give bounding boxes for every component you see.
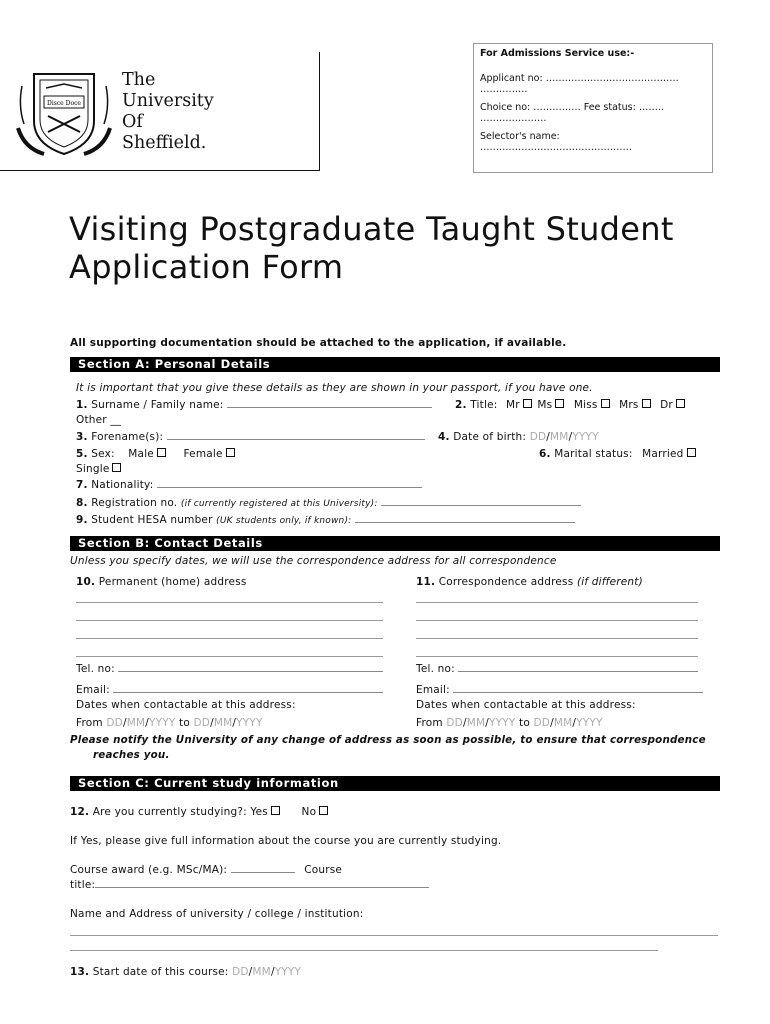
nationality-input[interactable]	[157, 487, 422, 488]
q11-number: 11.	[416, 576, 436, 588]
q12-number: 12.	[70, 806, 90, 818]
marital-married: Married	[642, 448, 684, 460]
q7-number: 7.	[76, 479, 88, 491]
course-label: Course	[304, 864, 343, 876]
correspondence-email-label: Email:	[416, 684, 450, 696]
correspondence-email-row	[416, 684, 703, 696]
correspondence-address-line[interactable]	[416, 602, 698, 603]
date-dd: DD	[106, 717, 123, 729]
date-dd: DD	[533, 717, 551, 729]
correspondence-address-line[interactable]	[416, 620, 698, 621]
dob-mm: MM	[550, 431, 569, 443]
notify-change-line-1: Please notify the University of any change of address as soon as possible, to ensure that correspondence	[70, 734, 706, 746]
date-dd: DD	[193, 717, 211, 729]
admin-selector-name: Selector's name:	[480, 131, 560, 142]
correspondence-dates-label: Dates when contactable at this address:	[416, 699, 636, 711]
form-title-line-1: Visiting Postgraduate Taught Student	[69, 210, 674, 248]
studying-no: No	[301, 806, 317, 818]
sex-male-checkbox[interactable]	[157, 448, 166, 457]
start-date-input[interactable]	[232, 966, 301, 978]
permanent-tel-row	[76, 663, 383, 675]
university-logo-text	[122, 70, 214, 154]
date-slash: /	[145, 717, 149, 729]
surname-input[interactable]	[227, 407, 432, 408]
title-mrs-checkbox[interactable]	[642, 399, 651, 408]
correspondence-tel-label: Tel. no:	[416, 663, 455, 675]
marital-row	[539, 448, 698, 460]
dob-input[interactable]	[530, 431, 599, 443]
q4-number: 4.	[438, 431, 450, 443]
logo-line-4: Sheffield.	[122, 133, 207, 153]
studying-yes-checkbox[interactable]	[271, 806, 280, 815]
marital-single-row	[76, 463, 123, 475]
start-date-row	[70, 966, 301, 978]
section-a-header: Section A: Personal Details	[70, 357, 720, 372]
forename-label: Forename(s):	[91, 431, 164, 443]
title-ms-checkbox[interactable]	[555, 399, 564, 408]
title-miss: Miss	[573, 399, 598, 411]
registration-row	[76, 497, 581, 509]
header-rule-vertical	[319, 52, 320, 170]
studying-yes: Yes	[250, 806, 268, 818]
passport-note: It is important that you give these details as they are shown in your passport, if you have one.	[76, 382, 593, 394]
course-title-label: title:	[70, 879, 96, 891]
correspondence-address-line[interactable]	[416, 638, 698, 639]
sex-row	[76, 448, 237, 460]
admin-choice-cont: …………………	[480, 113, 547, 124]
permanent-dates-label: Dates when contactable at this address:	[76, 699, 296, 711]
date-slash: /	[248, 966, 253, 978]
from-label: From	[76, 717, 103, 729]
currently-studying-label: Are you currently studying?:	[92, 806, 247, 818]
permanent-email-label: Email:	[76, 684, 110, 696]
date-slash: /	[232, 717, 237, 729]
hesa-note: (UK students only, if known):	[216, 516, 352, 526]
title-mr-checkbox[interactable]	[523, 399, 532, 408]
title-ms: Ms	[537, 399, 553, 411]
q5-number: 5.	[76, 448, 88, 460]
permanent-email-input[interactable]	[113, 692, 383, 693]
title-miss-checkbox[interactable]	[601, 399, 610, 408]
title-other[interactable]: Other __	[76, 414, 122, 426]
date-slash: /	[462, 717, 467, 729]
correspondence-tel-input[interactable]	[458, 671, 698, 672]
notify-change-line-2: reaches you.	[93, 749, 170, 761]
admin-choice-no: Choice no: …………… Fee status: ……..	[480, 102, 664, 113]
title-dr-checkbox[interactable]	[676, 399, 685, 408]
permanent-address-line[interactable]	[76, 638, 383, 639]
permanent-address-label: Permanent (home) address	[98, 576, 247, 588]
form-title	[69, 210, 674, 286]
date-slash: /	[270, 966, 275, 978]
dob-dd: DD	[529, 431, 547, 443]
institution-line[interactable]	[70, 950, 658, 951]
admin-selector-cont: …………………………………………	[480, 142, 632, 153]
hesa-label: Student HESA number	[91, 514, 213, 526]
date-mm: MM	[213, 717, 233, 729]
forename-row	[76, 431, 425, 443]
dob-yyyy: YYYY	[572, 431, 599, 443]
supporting-docs-note: All supporting documentation should be attached to the application, if available.	[70, 337, 567, 349]
marital-single: Single	[76, 463, 110, 475]
nationality-label: Nationality:	[91, 479, 154, 491]
permanent-address-line[interactable]	[76, 602, 383, 603]
date-yyyy: YYYY	[576, 717, 603, 729]
q2-number: 2.	[455, 399, 467, 411]
dob-label: Date of birth:	[453, 431, 527, 443]
registration-note: (if currently registered at this University):	[180, 499, 378, 509]
start-date-label: Start date of this course:	[92, 966, 229, 978]
form-title-line-2: Application Form	[69, 248, 344, 286]
q3-number: 3.	[76, 431, 88, 443]
nationality-row	[76, 479, 422, 491]
university-crest-icon	[14, 66, 114, 158]
correspondence-address-note: (if different)	[576, 576, 643, 588]
date-mm: MM	[466, 717, 486, 729]
registration-input[interactable]	[381, 505, 581, 506]
admin-heading: For Admissions Service use:-	[480, 48, 635, 59]
to-label: to	[519, 717, 530, 729]
section-c-header: Section C: Current study information	[70, 776, 720, 791]
date-slash: /	[572, 717, 577, 729]
date-yyyy: YYYY	[148, 717, 176, 729]
title-row	[455, 399, 687, 411]
date-mm: MM	[252, 966, 271, 978]
permanent-address-line[interactable]	[76, 620, 383, 621]
title-mrs: Mrs	[619, 399, 639, 411]
logo-line-1: The	[122, 70, 156, 90]
correspondence-email-input[interactable]	[453, 692, 703, 693]
dob-slash-1: /	[546, 431, 551, 443]
marital-label: Marital status:	[554, 448, 633, 460]
marital-single-checkbox[interactable]	[112, 463, 121, 472]
studying-no-checkbox[interactable]	[319, 806, 328, 815]
q9-number: 9.	[76, 514, 88, 526]
registration-label: Registration no.	[91, 497, 178, 509]
title-dr: Dr	[660, 399, 673, 411]
course-award-row	[70, 864, 342, 876]
course-title-row	[70, 879, 429, 891]
sex-female-checkbox[interactable]	[226, 448, 235, 457]
date-dd: DD	[446, 717, 463, 729]
permanent-tel-label: Tel. no:	[76, 663, 115, 675]
section-b-header: Section B: Contact Details	[70, 536, 720, 551]
permanent-email-row	[76, 684, 383, 696]
forename-input[interactable]	[167, 439, 425, 440]
date-mm: MM	[553, 717, 573, 729]
date-slash: /	[122, 717, 127, 729]
q13-number: 13.	[70, 966, 90, 978]
q8-number: 8.	[76, 497, 88, 509]
date-dd: DD	[232, 966, 249, 978]
institution-line[interactable]	[70, 935, 718, 936]
surname-row	[76, 399, 432, 411]
date-yyyy: YYYY	[236, 717, 263, 729]
correspondence-address-line[interactable]	[416, 656, 698, 657]
correspondence-address-label-row	[416, 576, 643, 588]
marital-married-checkbox[interactable]	[687, 448, 696, 457]
correspondence-address-label: Correspondence address	[438, 576, 574, 588]
sex-female: Female	[183, 448, 223, 460]
correspondence-note: Unless you specify dates, we will use the correspondence address for all correspondence	[70, 555, 557, 567]
permanent-dates-row[interactable]	[76, 717, 263, 729]
date-mm: MM	[126, 717, 146, 729]
institution-label: Name and Address of university / college / institution:	[70, 908, 364, 920]
hesa-input[interactable]	[355, 522, 575, 523]
from-label: From	[416, 717, 443, 729]
header-rule-horizontal	[0, 170, 320, 171]
q1-number: 1.	[76, 399, 88, 411]
permanent-address-line[interactable]	[76, 656, 383, 657]
date-slash: /	[210, 717, 214, 729]
q10-number: 10.	[76, 576, 96, 588]
dob-slash-2: /	[568, 431, 573, 443]
admin-applicant-no: Applicant no: ……………………………………	[480, 73, 679, 84]
title-label: Title:	[470, 399, 498, 411]
date-yyyy: YYYY	[274, 966, 302, 978]
title-mr: Mr	[506, 399, 520, 411]
sex-label: Sex:	[91, 448, 115, 460]
correspondence-tel-row	[416, 663, 698, 675]
to-label: to	[179, 717, 190, 729]
dob-row	[438, 431, 599, 443]
logo-line-3: Of	[122, 112, 143, 132]
currently-studying-row	[70, 806, 330, 818]
date-slash: /	[485, 717, 489, 729]
logo-line-2: University	[122, 91, 214, 111]
permanent-address-label-row	[76, 576, 247, 588]
sex-male: Male	[128, 448, 154, 460]
date-slash: /	[550, 717, 554, 729]
admissions-service-box	[473, 43, 713, 173]
svg-text:Disce Doce: Disce Doce	[47, 100, 81, 107]
course-award-label: Course award (e.g. MSc/MA):	[70, 864, 228, 876]
if-yes-note: If Yes, please give full information about the course you are currently studying.	[70, 835, 502, 847]
course-award-input[interactable]	[231, 872, 295, 873]
surname-label: Surname / Family name:	[91, 399, 224, 411]
correspondence-dates-row[interactable]	[416, 717, 603, 729]
date-yyyy: YYYY	[488, 717, 516, 729]
course-title-input[interactable]	[95, 887, 429, 888]
admin-applicant-cont: ……………	[480, 84, 528, 95]
permanent-tel-input[interactable]	[118, 671, 383, 672]
hesa-row	[76, 514, 575, 526]
q6-number: 6.	[539, 448, 551, 460]
